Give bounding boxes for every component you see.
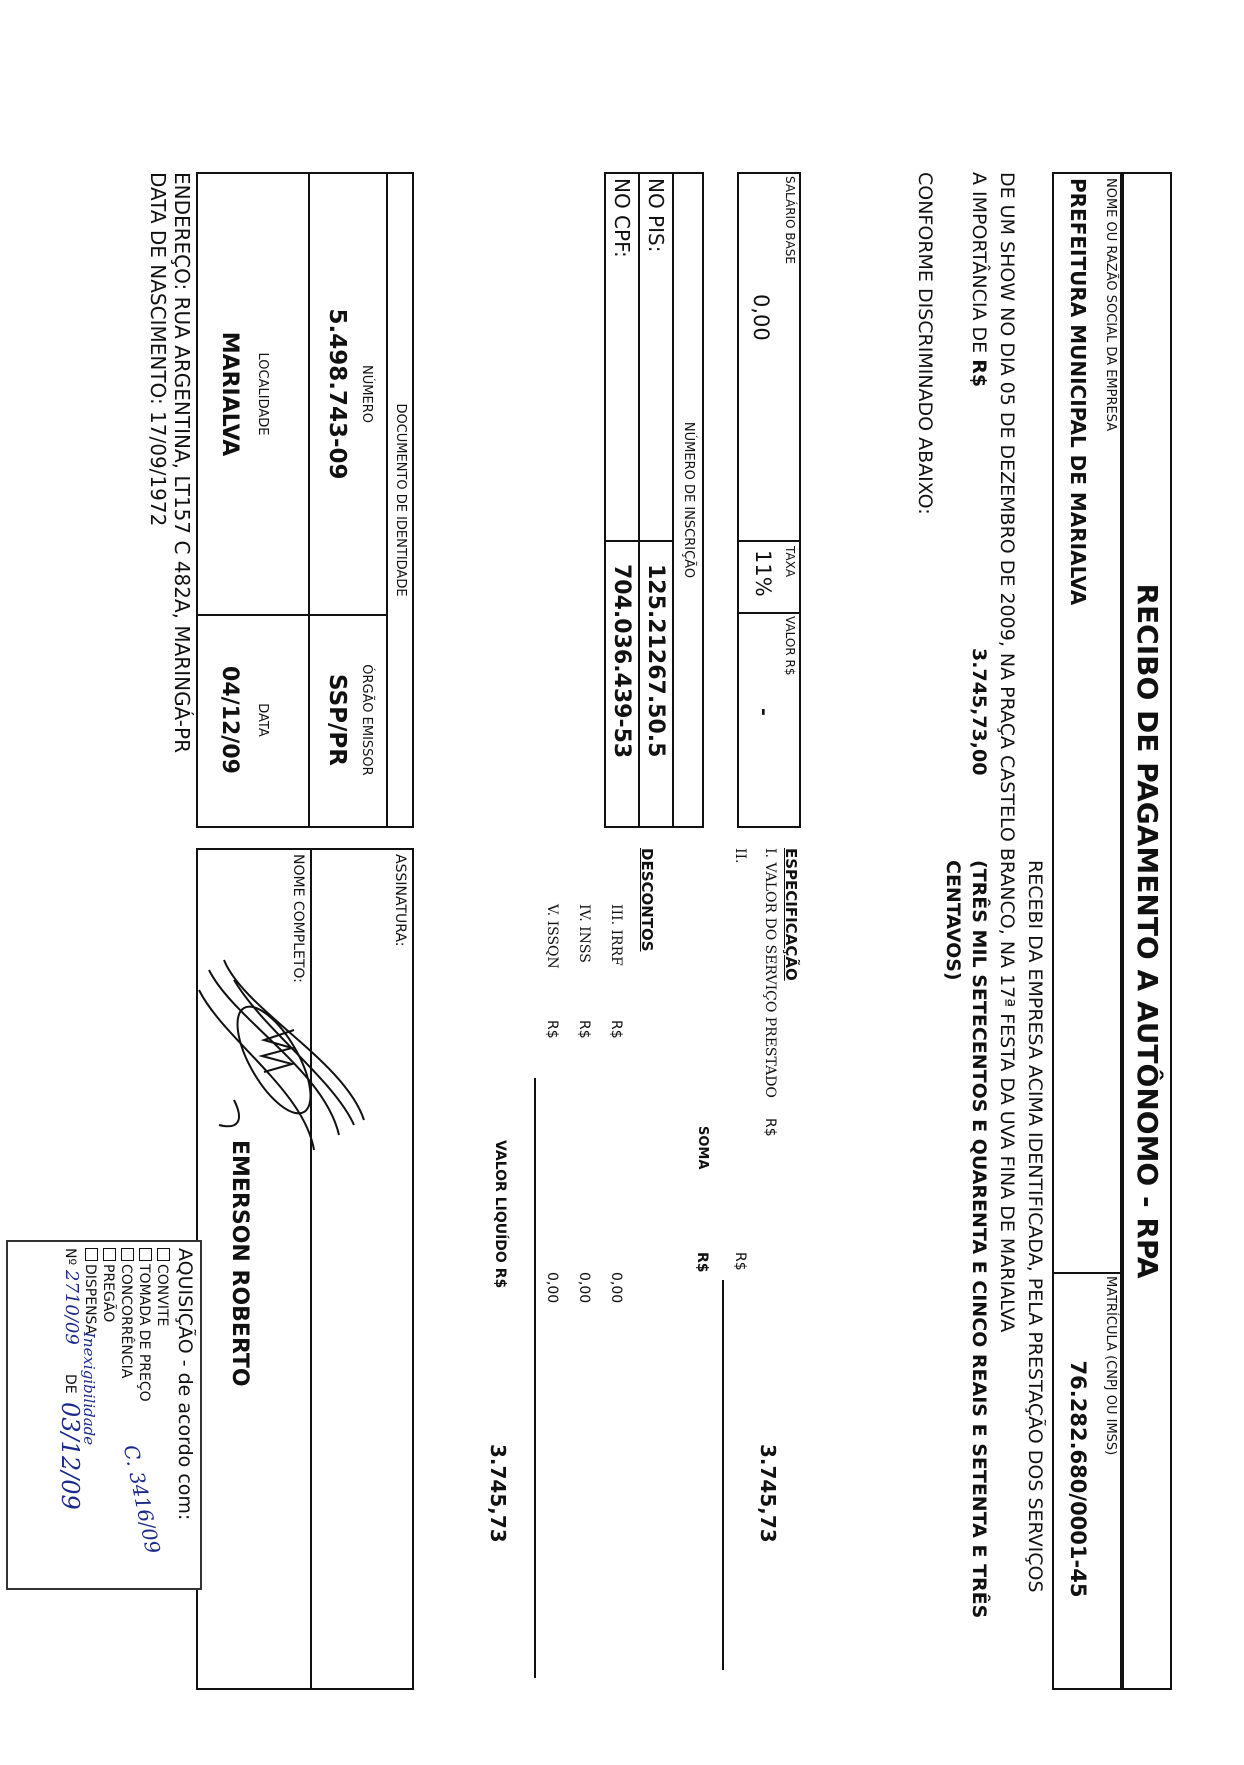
issqn-label: V. ISSQN (544, 904, 560, 969)
pis-numero: 125.21267.50.5 (643, 564, 668, 758)
declaracao-linha1: RECEBI DA EMPRESA ACIMA IDENTIFICADA, PELA PRESTAÇÃO DOS SERVIÇOS (1024, 860, 1046, 1593)
importancia-extenso-2: CENTAVOS) (942, 860, 964, 981)
item1-rs: R$ (762, 1118, 778, 1137)
salario-valor: 0,00 (749, 294, 773, 341)
nome-completo-label: NOME COMPLETO: (290, 854, 306, 983)
empresa-nome-label: NOME OU RAZÃO SOCIAL DA EMPRESA (1103, 178, 1118, 432)
soma-line (722, 1280, 724, 1670)
rg-numero: 5.498.743-09 (324, 308, 350, 480)
inss-valor: 0,00 (576, 1272, 592, 1304)
stamp-opcao-dispensa: DISPENSA (82, 1248, 98, 1334)
irrf-rs: R$ (608, 1020, 624, 1039)
salario-label: SALÁRIO BASE (783, 176, 797, 264)
declaracao-linha2: DE UM SHOW NO DIA 05 DE DEZEMBRO DE 2009, NA PRAÇA CASTELO BRANCO, NA 17ª FESTA DA UVA FINA DE MARIALVA (996, 172, 1018, 1333)
nome-completo: EMERSON ROBERTO (227, 1140, 252, 1387)
endereco: ENDEREÇO: RUA ARGENTINA, LT157 C 482A, MARINGÁ-PR (170, 172, 194, 753)
signature-scribble (184, 950, 384, 1180)
soma-rs: R$ (694, 1252, 710, 1273)
identidade-header: DOCUMENTO DE IDENTIDADE (393, 403, 408, 597)
stamp-numero-label: Nº (62, 1248, 78, 1266)
item2-rs: R$ (732, 1252, 748, 1271)
identidade-box (196, 172, 414, 828)
pis-label: NO PIS: (644, 178, 668, 253)
inscricao-box (604, 172, 704, 828)
matricula: 76.282.680/0001-45 (1066, 1360, 1090, 1598)
item1-valor: 3.745,73 (756, 1444, 780, 1543)
empresa-nome: PREFEITURA MUNICIPAL DE MARIALVA (1066, 178, 1090, 606)
localidade: MARIALVA (217, 331, 242, 457)
stamp-title: AQUISIÇÃO - de acordo com: (174, 1248, 196, 1521)
descontos-header: DESCONTOS (638, 848, 656, 952)
empresa-box (1052, 172, 1122, 1690)
numero-label: NÚMERO (359, 365, 374, 423)
item2-label: II. (732, 848, 748, 864)
declaracao-linha3: A IMPORTÂNCIA DE R$ (968, 172, 990, 388)
valor-label: VALOR R$ (783, 616, 797, 676)
orgao-label: ÓRGÃO EMISSOR (359, 664, 374, 776)
stamp-opcao-pregao: PREGÃO (100, 1248, 116, 1322)
stamp-opcao-convite: CONVITE (154, 1248, 170, 1326)
matricula-label: MATRÍCULA (CNPJ OU IMSS) (1103, 1276, 1118, 1456)
irrf-label: III. IRRF (608, 904, 624, 966)
valor-contribuicao: - (753, 708, 775, 716)
taxa-valor: 11% (751, 550, 775, 597)
page-title: RECIBO DE PAGAMENTO A AUTÔNOMO - RPA (1131, 583, 1164, 1279)
stamp-opcao-tomada: TOMADA DE PREÇO (136, 1248, 152, 1402)
orgao-emissor: SSP/PR (324, 674, 350, 766)
title-box (1122, 172, 1172, 1690)
taxa-label: TAXA (783, 546, 797, 578)
inss-rs: R$ (576, 1020, 592, 1039)
stamp-hand-date: 03/12/09 (56, 1402, 84, 1510)
contribuicao-box (737, 172, 801, 828)
inss-label: IV. INSS (576, 904, 592, 963)
soma-label: SOMA (695, 1126, 710, 1170)
irrf-valor: 0,00 (608, 1272, 624, 1304)
stamp-hand-note: Inexigibilidade (80, 1332, 98, 1446)
localidade-label: LOCALIDADE (255, 352, 270, 436)
aquisicao-stamp (6, 1240, 202, 1590)
stamp-hand-c: C. 3416/09 (118, 1442, 166, 1556)
stamp-opcao-concorrencia: CONCORRÊNCIA (118, 1248, 134, 1378)
liquido-valor: 3.745,73 (486, 1444, 510, 1543)
liquido-line (534, 1078, 536, 1678)
importancia-valor: 3.745,73,00 (968, 648, 990, 776)
data-nascimento: DATA DE NASCIMENTO: 17/09/1972 (146, 172, 170, 527)
inscricao-header: NÚMERO DE INSCRIÇÃO (681, 421, 696, 579)
item1-label: I. VALOR DO SERVIÇO PRESTADO (762, 848, 778, 1098)
issqn-valor: 0,00 (544, 1272, 560, 1304)
stamp-de-label: DE (62, 1374, 78, 1394)
assinatura-label: ASSINATURA: (392, 854, 408, 947)
liquido-label: VALOR LIQUÍDO R$ (492, 1140, 508, 1289)
data-label: DATA (255, 703, 270, 737)
importancia-extenso: (TRÊS MIL SETECENTOS E QUARENTA E CINCO REAIS E SETENTA E TRÊS (968, 860, 990, 1619)
especificacao-header: ESPECIFICAÇÃO (782, 848, 800, 981)
stamp-hand-n: 2710/09 (61, 1270, 82, 1345)
issqn-rs: R$ (544, 1020, 560, 1039)
data-documento: 04/12/09 (217, 666, 242, 774)
conforme-texto: CONFORME DISCRIMINADO ABAIXO: (914, 172, 936, 515)
cpf-numero: 704.036.439-53 (609, 564, 634, 759)
cpf-label: NO CPF: (610, 178, 634, 258)
